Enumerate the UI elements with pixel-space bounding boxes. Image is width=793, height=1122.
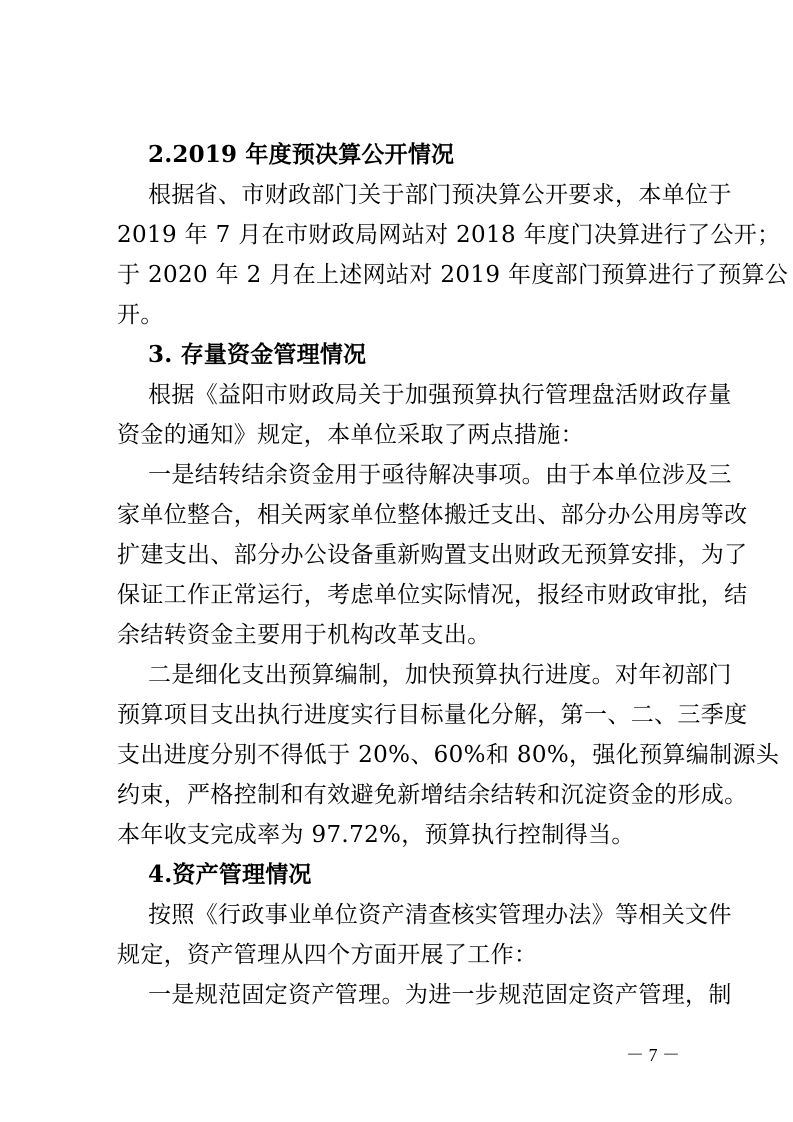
page-number: － 7 － <box>626 1045 680 1065</box>
paragraph-line: 2019 年 7 月在市财政局网站对 2018 年度门决算进行了公开； <box>117 222 781 248</box>
paragraph-line: 约束，严格控制和有效避免新增结余结转和沉淀资金的形成。 <box>117 782 748 808</box>
paragraph-line: 资金的通知》规定，本单位采取了两点措施： <box>117 422 584 448</box>
paragraph-line: 于 2020 年 2 月在上述网站对 2019 年度部门预算进行了预算公 <box>117 262 789 288</box>
paragraph-line: 一是规范固定资产管理。为进一步规范固定资产管理，制 <box>148 982 732 1008</box>
paragraph-line: 按照《行政事业单位资产清查核实管理办法》等相关文件 <box>148 902 732 928</box>
paragraph-line: 根据《益阳市财政局关于加强预算执行管理盘活财政存量 <box>148 382 732 408</box>
paragraph-line: 开。 <box>117 302 164 328</box>
paragraph-line: 预算项目支出执行进度实行目标量化分解，第一、二、三季度 <box>117 702 748 728</box>
paragraph-line: 本年收支完成率为 97.72%，预算执行控制得当。 <box>117 822 635 848</box>
paragraph-line: 规定，资产管理从四个方面开展了工作： <box>117 942 538 968</box>
paragraph-line: 支出进度分别不得低于 20%、60%和 80%，强化预算编制源头 <box>117 742 780 768</box>
paragraph-line: 根据省、市财政部门关于部门预决算公开要求，本单位于 <box>148 182 732 208</box>
paragraph-line: 一是结转结余资金用于亟待解决事项。由于本单位涉及三 <box>148 462 732 488</box>
section-heading-stock-funds: 3. 存量资金管理情况 <box>148 341 367 368</box>
paragraph-line: 保证工作正常运行，考虑单位实际情况，报经市财政审批，结 <box>117 582 748 608</box>
section-heading-asset-management: 4.资产管理情况 <box>148 861 312 888</box>
paragraph-line: 扩建支出、部分办公设备重新购置支出财政无预算安排，为了 <box>117 542 748 568</box>
paragraph-line: 家单位整合，相关两家单位整体搬迁支出、部分办公用房等改 <box>117 502 748 528</box>
paragraph-line: 余结转资金主要用于机构改革支出。 <box>117 622 491 648</box>
section-heading-2019-budget-disclosure: 2.2019 年度预决算公开情况 <box>148 141 455 168</box>
paragraph-line: 二是细化支出预算编制，加快预算执行进度。对年初部门 <box>148 662 732 688</box>
